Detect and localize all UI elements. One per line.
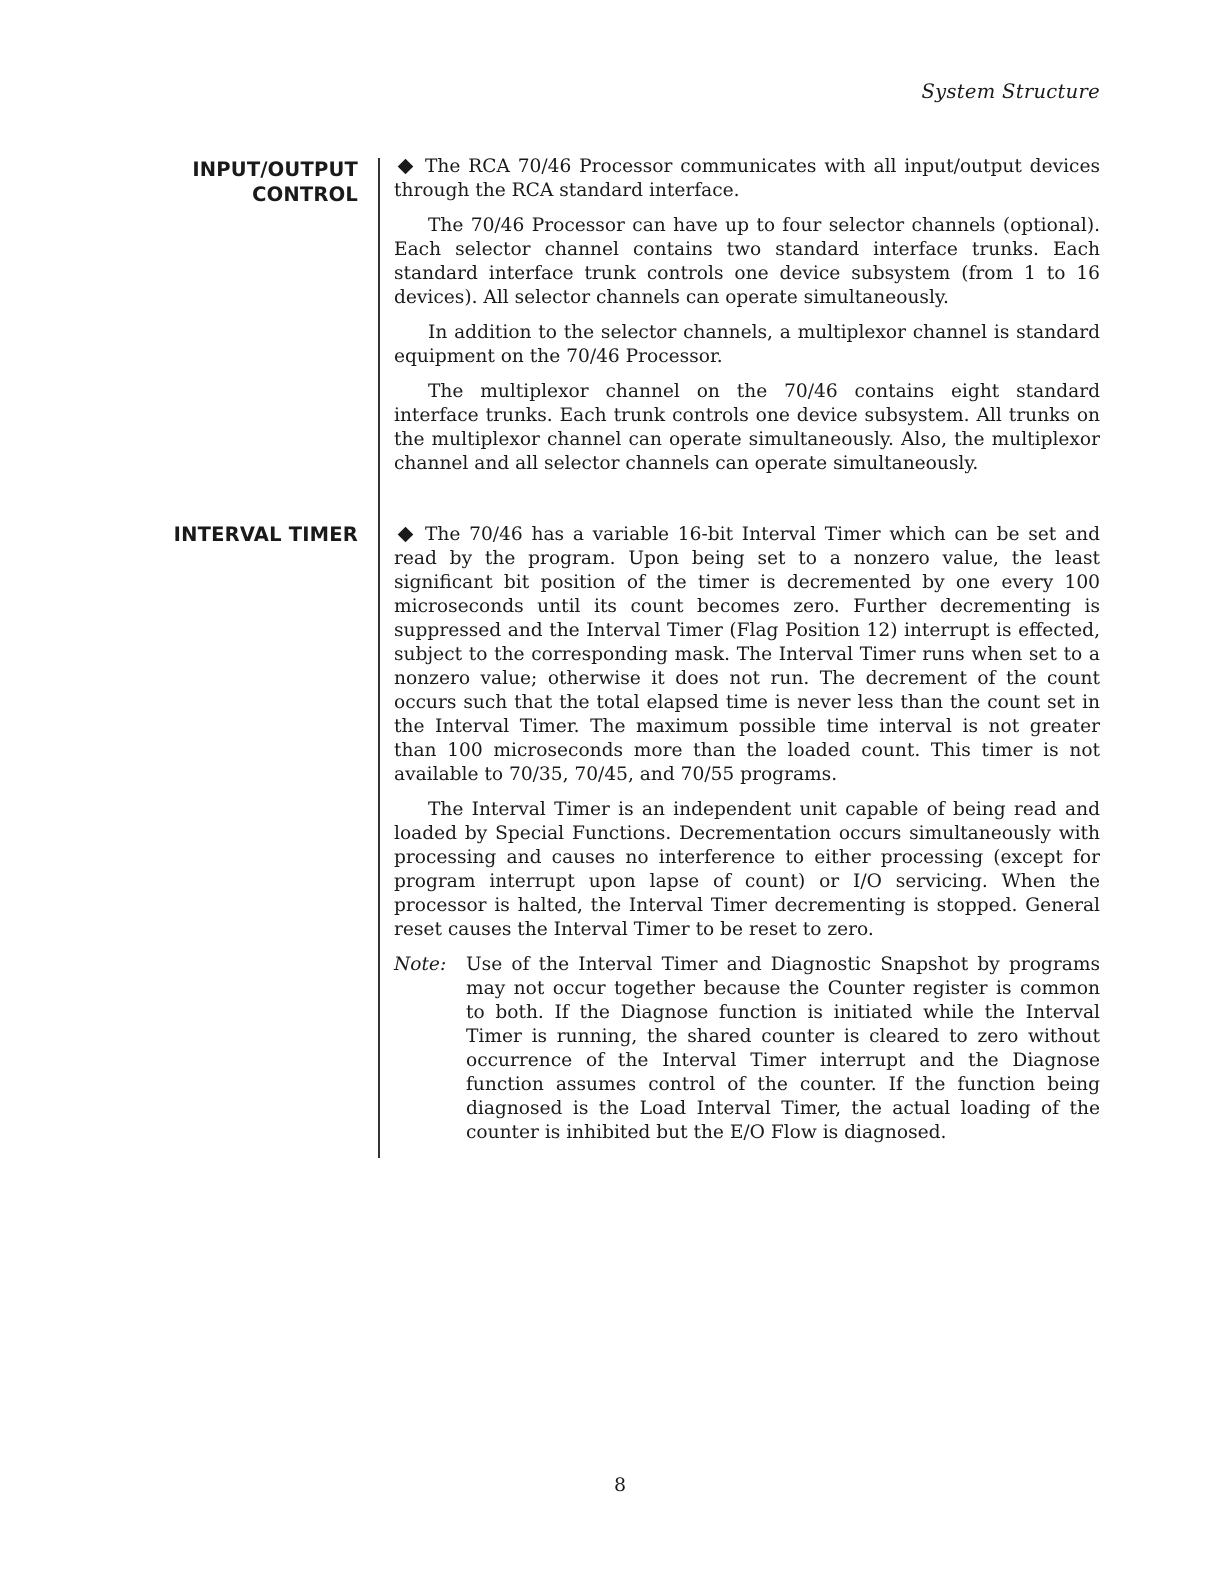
paragraph: The 70/46 Processor can have up to four selector channels (optional). Each selector channel contains two standard interface trunks. Each standard interface trunk controls one device subsystem (from 1 to 16 devices). All selector channels can operate simultaneously. xyxy=(394,215,1100,308)
heading-line: INPUT/OUTPUT xyxy=(192,158,358,181)
note-label: Note: xyxy=(394,954,447,975)
margin-rule xyxy=(378,158,380,1158)
paragraph xyxy=(394,523,1100,787)
page-number: 8 xyxy=(613,1474,627,1496)
note-block xyxy=(394,953,1100,1145)
heading-line: INTERVAL TIMER xyxy=(173,523,358,546)
paragraph-text: The 70/46 has a variable 16-bit Interval Timer which can be set and read by the program. Upon being set to a nonzero value, the least significant bit position of the timer is decremented by one every 100 microseconds until its count becomes zero. Further decrementing is suppressed and the Interval Timer (Flag Position 12) interrupt is effected, subject to the corresponding mask. The Interval Timer runs when set to a nonzero value; otherwise it does not run. The decrement of the count occurs such that the total elapsed time is never less than the count set in the Interval Timer. The maximum possible time interval is not greater than 100 microseconds more than the loaded count. This timer is not available to 70/35, 70/45, and 70/55 programs. xyxy=(394,524,1100,785)
diamond-bullet-icon xyxy=(398,159,414,175)
paragraph: In addition to the selector channels, a multiplexor channel is standard equipment on the 70/46 Processor. xyxy=(394,322,1100,367)
section-body-interval-timer xyxy=(394,523,1100,1145)
section-body-io-control xyxy=(394,155,1100,487)
paragraph-text: The RCA 70/46 Processor communicates with all input/output devices through the RCA standard interface. xyxy=(394,156,1100,201)
section-heading-io-control xyxy=(192,157,358,207)
running-head: System Structure xyxy=(921,80,1100,103)
paragraph xyxy=(394,155,1100,203)
paragraph: The Interval Timer is an independent unit capable of being read and loaded by Special Functions. Decrementation occurs simultaneously with processing and causes no interference to either processing (except for program interrupt upon lapse of count) or I/O servicing. When the processor is halted, the Interval Timer decrementing is stopped. General reset causes the Interval Timer to be reset to zero. xyxy=(394,799,1100,940)
note-text: Use of the Interval Timer and Diagnostic Snapshot by programs may not occur together because the Counter register is common to both. If the Diagnose function is initiated while the Interval Timer is running, the shared counter is cleared to zero without occurrence of the Interval Timer interrupt and the Diagnose function assumes control of the counter. If the function being diagnosed is the Load Interval Timer, the actual loading of the counter is inhibited but the E/O Flow is diagnosed. xyxy=(466,954,1100,1143)
diamond-bullet-icon xyxy=(398,527,414,543)
paragraph: The multiplexor channel on the 70/46 contains eight standard interface trunks. Each trunk controls one device subsystem. All trunks on the multiplexor channel can operate simultaneously. Also, the multiplexor channel and all selector channels can operate simultaneously. xyxy=(394,381,1100,474)
heading-line: CONTROL xyxy=(252,183,358,206)
section-heading-interval-timer xyxy=(174,522,358,547)
